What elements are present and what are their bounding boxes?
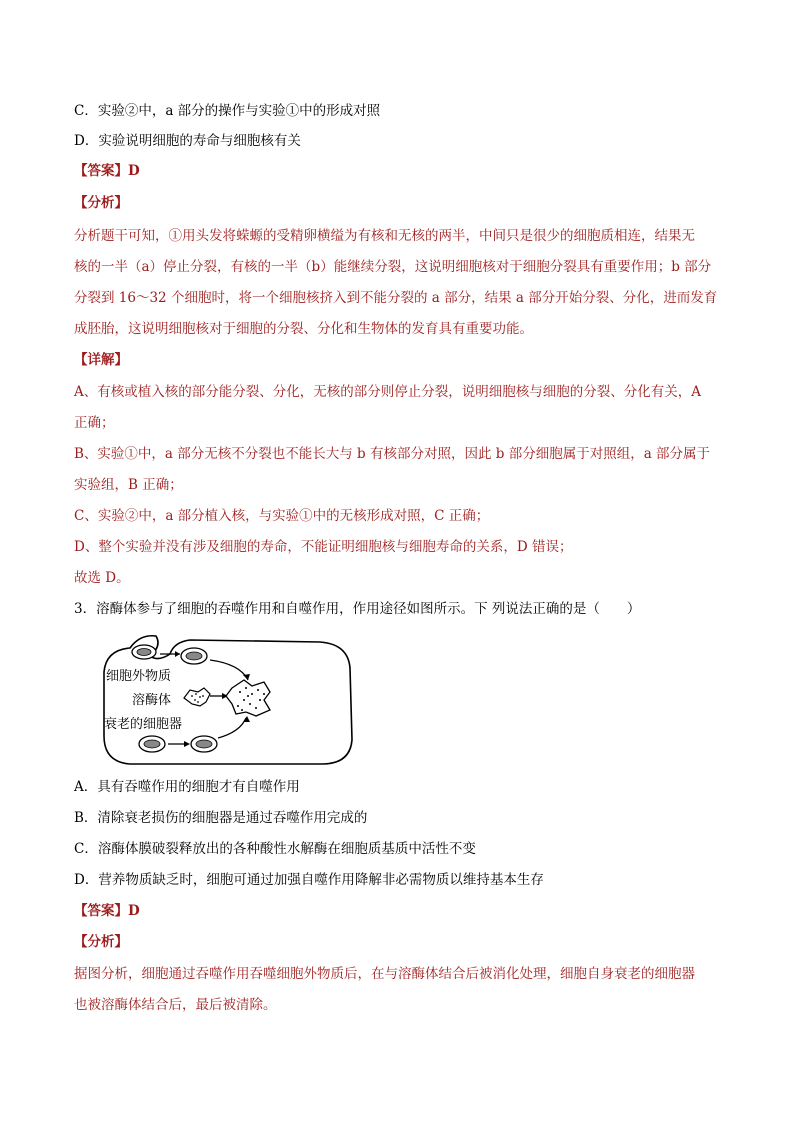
secondary-lysosome bbox=[226, 680, 270, 716]
arrow bbox=[218, 718, 246, 738]
analysis-line: 分裂到 16～32 个细胞时，将一个细胞核挤入到不能分裂的 a 部分，结果 a 部分开始分裂、分化，进而发育 bbox=[74, 290, 718, 306]
detail-line: C、实验②中，a 部分植入核，与实验①中的无核形成对照，C 正确； bbox=[74, 508, 490, 524]
label-lysosome: 溶酶体 bbox=[132, 692, 172, 707]
option-c: C．溶酶体膜破裂释放出的各种酸性水解酶在细胞质基质中活性不变 bbox=[74, 841, 476, 857]
analysis-heading: 【分析】 bbox=[74, 195, 128, 211]
detail-line: B、实验①中，a 部分无核不分裂也不能长大与 b 有核部分对照，因此 b 部分细胞属于对照组，a 部分属于 bbox=[74, 446, 711, 462]
detail-line: 实验组，B 正确； bbox=[74, 477, 183, 493]
analysis-line: 也被溶酶体结合后，最后被清除。 bbox=[74, 997, 277, 1013]
analysis-heading: 【分析】 bbox=[74, 934, 128, 950]
lysosome-pathway-figure bbox=[100, 628, 360, 770]
analysis-line: 成胚胎，这说明细胞核对于细胞的分裂、分化和生物体的发育具有重要功能。 bbox=[74, 321, 533, 337]
detail-line: A、有核或植入核的部分能分裂、分化，无核的部分则停止分裂，说明细胞核与细胞的分裂、分化有关，A bbox=[74, 384, 701, 400]
option-d: D．实验说明细胞的寿命与细胞核有关 bbox=[74, 133, 301, 149]
label-organelle: 衰老的细胞器 bbox=[104, 716, 183, 731]
option-b: B．清除衰老损伤的细胞器是通过吞噬作用完成的 bbox=[74, 810, 368, 826]
detail-line: 正确； bbox=[74, 415, 115, 431]
analysis-line: 核的一半（a）停止分裂，有核的一半（b）能继续分裂，这说明细胞核对于细胞分裂具有重要作用；b 部分 bbox=[74, 259, 712, 275]
lysosome-shape bbox=[184, 688, 210, 706]
analysis-line: 分析题干可知，①用头发将蝾螈的受精卵横缢为有核和无核的两半，中间只是很少的细胞质相连，结果无 bbox=[74, 228, 695, 244]
option-d: D．营养物质缺乏时，细胞可通过加强自噬作用降解非必需物质以维持基本生存 bbox=[74, 872, 544, 888]
option-c: C．实验②中，a 部分的操作与实验①中的形成对照 bbox=[74, 103, 381, 119]
answer-label: 【答案】D bbox=[74, 163, 140, 179]
option-a: A．具有吞噬作用的细胞才有自噬作用 bbox=[74, 779, 300, 795]
arrow bbox=[210, 660, 248, 680]
label-extracellular: 细胞外物质 bbox=[106, 668, 172, 683]
question-3-stem: 3．溶酶体参与了细胞的吞噬作用和自噬作用，作用途径如图所示。下 列说法正确的是（ ） bbox=[74, 601, 641, 617]
detail-heading: 【详解】 bbox=[74, 352, 128, 368]
detail-line: D、整个实验并没有涉及细胞的寿命，不能证明细胞核与细胞寿命的关系，D 错误； bbox=[74, 539, 573, 555]
analysis-line: 据图分析，细胞通过吞噬作用吞噬细胞外物质后，在与溶酶体结合后被消化处理，细胞自身衰老的细胞器 bbox=[74, 966, 695, 982]
answer-label: 【答案】D bbox=[74, 903, 140, 919]
detail-line: 故选 D。 bbox=[74, 570, 130, 586]
